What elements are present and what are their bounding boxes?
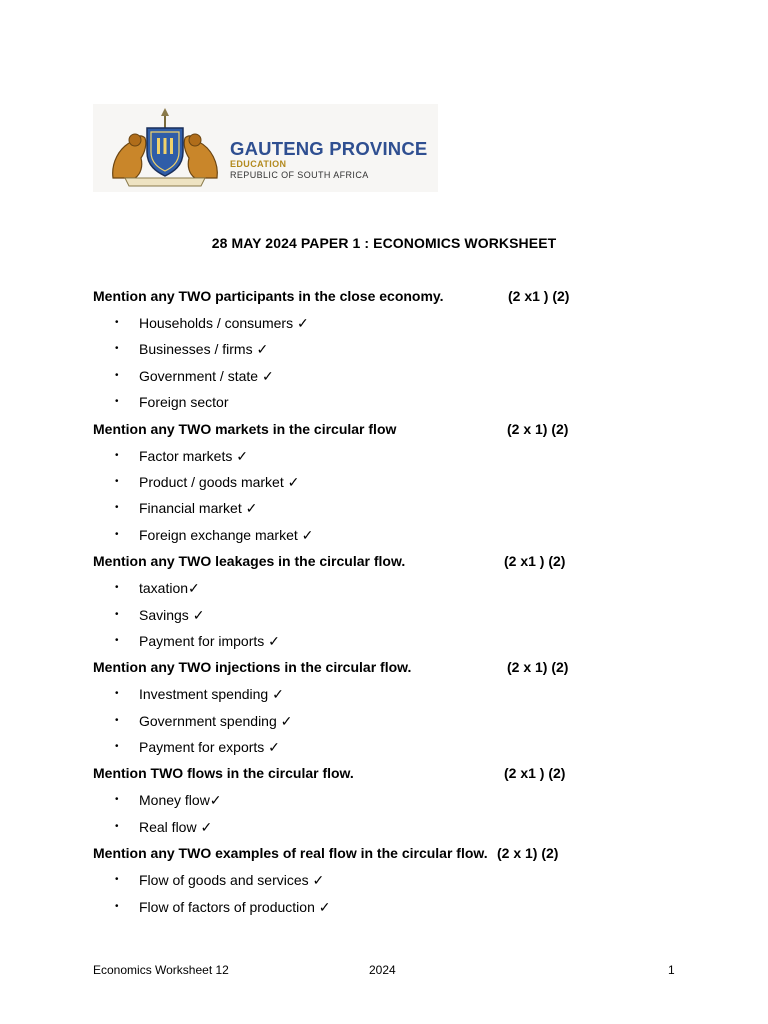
question-heading (93, 764, 653, 791)
question-section (93, 764, 653, 844)
question-section (93, 658, 653, 764)
answer-item: • Government spending ✓ (93, 712, 653, 738)
answer-list (93, 314, 653, 420)
question-marks: (2 x 1) (2) (497, 845, 559, 862)
department-name: EDUCATION (230, 159, 287, 169)
question-heading (93, 552, 653, 579)
question-heading (93, 287, 653, 314)
footer-year: 2024 (369, 963, 396, 977)
question-section (93, 552, 653, 658)
answer-item: • Payment for imports ✓ (93, 632, 653, 658)
question-marks: (2 x 1) (2) (507, 420, 569, 437)
answer-list (93, 447, 653, 553)
answer-item: • Foreign sector (93, 393, 653, 419)
coat-of-arms-icon (105, 108, 225, 190)
answer-item: • Government / state ✓ (93, 367, 653, 393)
page-number: 1 (668, 963, 675, 977)
question-heading (93, 844, 653, 871)
answer-item: • Payment for exports ✓ (93, 738, 653, 764)
question-section (93, 844, 653, 924)
answer-item: • taxation✓ (93, 579, 653, 605)
answer-item: • Financial market ✓ (93, 499, 653, 525)
question-marks: (2 x1 ) (2) (504, 765, 566, 782)
question-text: Mention any TWO participants in the close economy. (93, 288, 444, 304)
answer-list (93, 791, 653, 844)
question-text: Mention TWO flows in the circular flow. (93, 765, 354, 782)
answer-item: • Flow of factors of production ✓ (93, 898, 653, 924)
org-name: GAUTENG PROVINCE (230, 138, 428, 159)
question-heading (93, 658, 653, 685)
question-text: Mention any TWO injections in the circular flow. (93, 659, 412, 676)
question-text: Mention any TWO markets in the circular flow (93, 420, 397, 437)
answer-item: • Foreign exchange market ✓ (93, 526, 653, 552)
answer-item: • Factor markets ✓ (93, 447, 653, 473)
gauteng-logo (93, 104, 438, 192)
answer-list (93, 579, 653, 658)
question-marks: (2 x1 ) (2) (504, 553, 566, 570)
answer-item: • Product / goods market ✓ (93, 473, 653, 499)
answer-item: • Investment spending ✓ (93, 685, 653, 711)
answer-item: • Flow of goods and services ✓ (93, 871, 653, 897)
worksheet-content (93, 287, 653, 924)
answer-list (93, 685, 653, 764)
question-section (93, 287, 653, 420)
footer-title: Economics Worksheet 12 (93, 963, 229, 977)
question-section (93, 420, 653, 553)
worksheet-title: 28 MAY 2024 PAPER 1 : ECONOMICS WORKSHEET (211, 235, 557, 251)
question-heading (93, 420, 653, 447)
answer-item: • Businesses / firms ✓ (93, 340, 653, 366)
answer-item: • Households / consumers ✓ (93, 314, 653, 340)
question-text: Mention any TWO examples of real flow in the circular flow. (93, 845, 488, 862)
question-marks: (2 x 1) (2) (507, 659, 569, 676)
answer-item: • Money flow✓ (93, 791, 653, 817)
answer-list (93, 871, 653, 924)
country-name: REPUBLIC OF SOUTH AFRICA (230, 170, 369, 180)
question-text: Mention any TWO leakages in the circular flow. (93, 553, 406, 570)
question-marks: (2 x1 ) (2) (508, 288, 570, 304)
answer-item: • Savings ✓ (93, 606, 653, 632)
answer-item: • Real flow ✓ (93, 818, 653, 844)
